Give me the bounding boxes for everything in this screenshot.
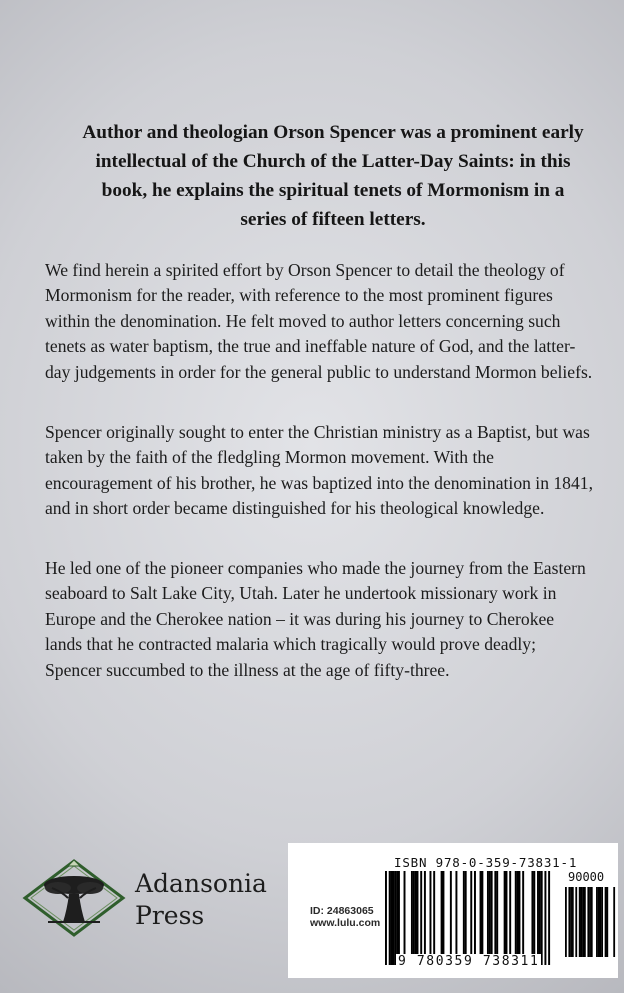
barcode-digits: 9 780359 738311 <box>398 954 540 969</box>
price-addon-label: 90000 <box>568 870 605 884</box>
isbn-label: ISBN 978-0-359-73831-1 <box>394 855 578 870</box>
paragraph-text: Spencer originally sought to enter the Christian ministry as a Baptist, but was taken by the faith of the fledgling Mormon movement. With the encouragement of his brother, he was baptized into the denomination in 1841, and in short order became distinguished for his theological knowledge. <box>45 422 593 519</box>
description-paragraph-3 <box>45 556 593 683</box>
publisher-imprint <box>22 858 267 938</box>
publisher-name <box>135 868 267 932</box>
paragraph-text: He led one of the pioneer companies who made the journey from the Eastern seaboard to Salt Lake City, Utah. Later he undertook missionary work in Europe and the Cherokee nation – it was during his journey to Cherokee lands that he contracted malaria which tragically would prove deadly; Spencer succumbed to the illness at the age of fifty-three. <box>45 558 586 680</box>
product-id-label: ID: 24863065 <box>310 905 374 917</box>
isbn-barcode-panel <box>288 843 618 978</box>
paragraph-text: We find herein a spirited effort by Orson Spencer to detail the theology of Mormonism for the reader, with reference to the most prominent figures within the denomination. He felt moved to author letters concerning such tenets as water baptism, the true and ineffable nature of God, and the latter-day judgements in order for the general public to understand Mormon beliefs. <box>45 260 593 382</box>
back-cover-blurb: Author and theologian Orson Spencer was a prominent early intellectual of the Church of the Latter-Day Saints: in this book, he explains the spiritual tenets of Mormonism in a series of fifteen letters. <box>82 122 584 230</box>
barcode-icon <box>383 871 618 965</box>
publisher-url: www.lulu.com <box>310 917 381 929</box>
publisher-name-line-2: Press <box>135 901 205 930</box>
description-paragraph-2 <box>45 420 593 522</box>
baobab-tree-logo-icon <box>22 858 126 938</box>
description-paragraph-1 <box>45 258 593 385</box>
publisher-name-line-1: Adansonia <box>135 869 267 898</box>
